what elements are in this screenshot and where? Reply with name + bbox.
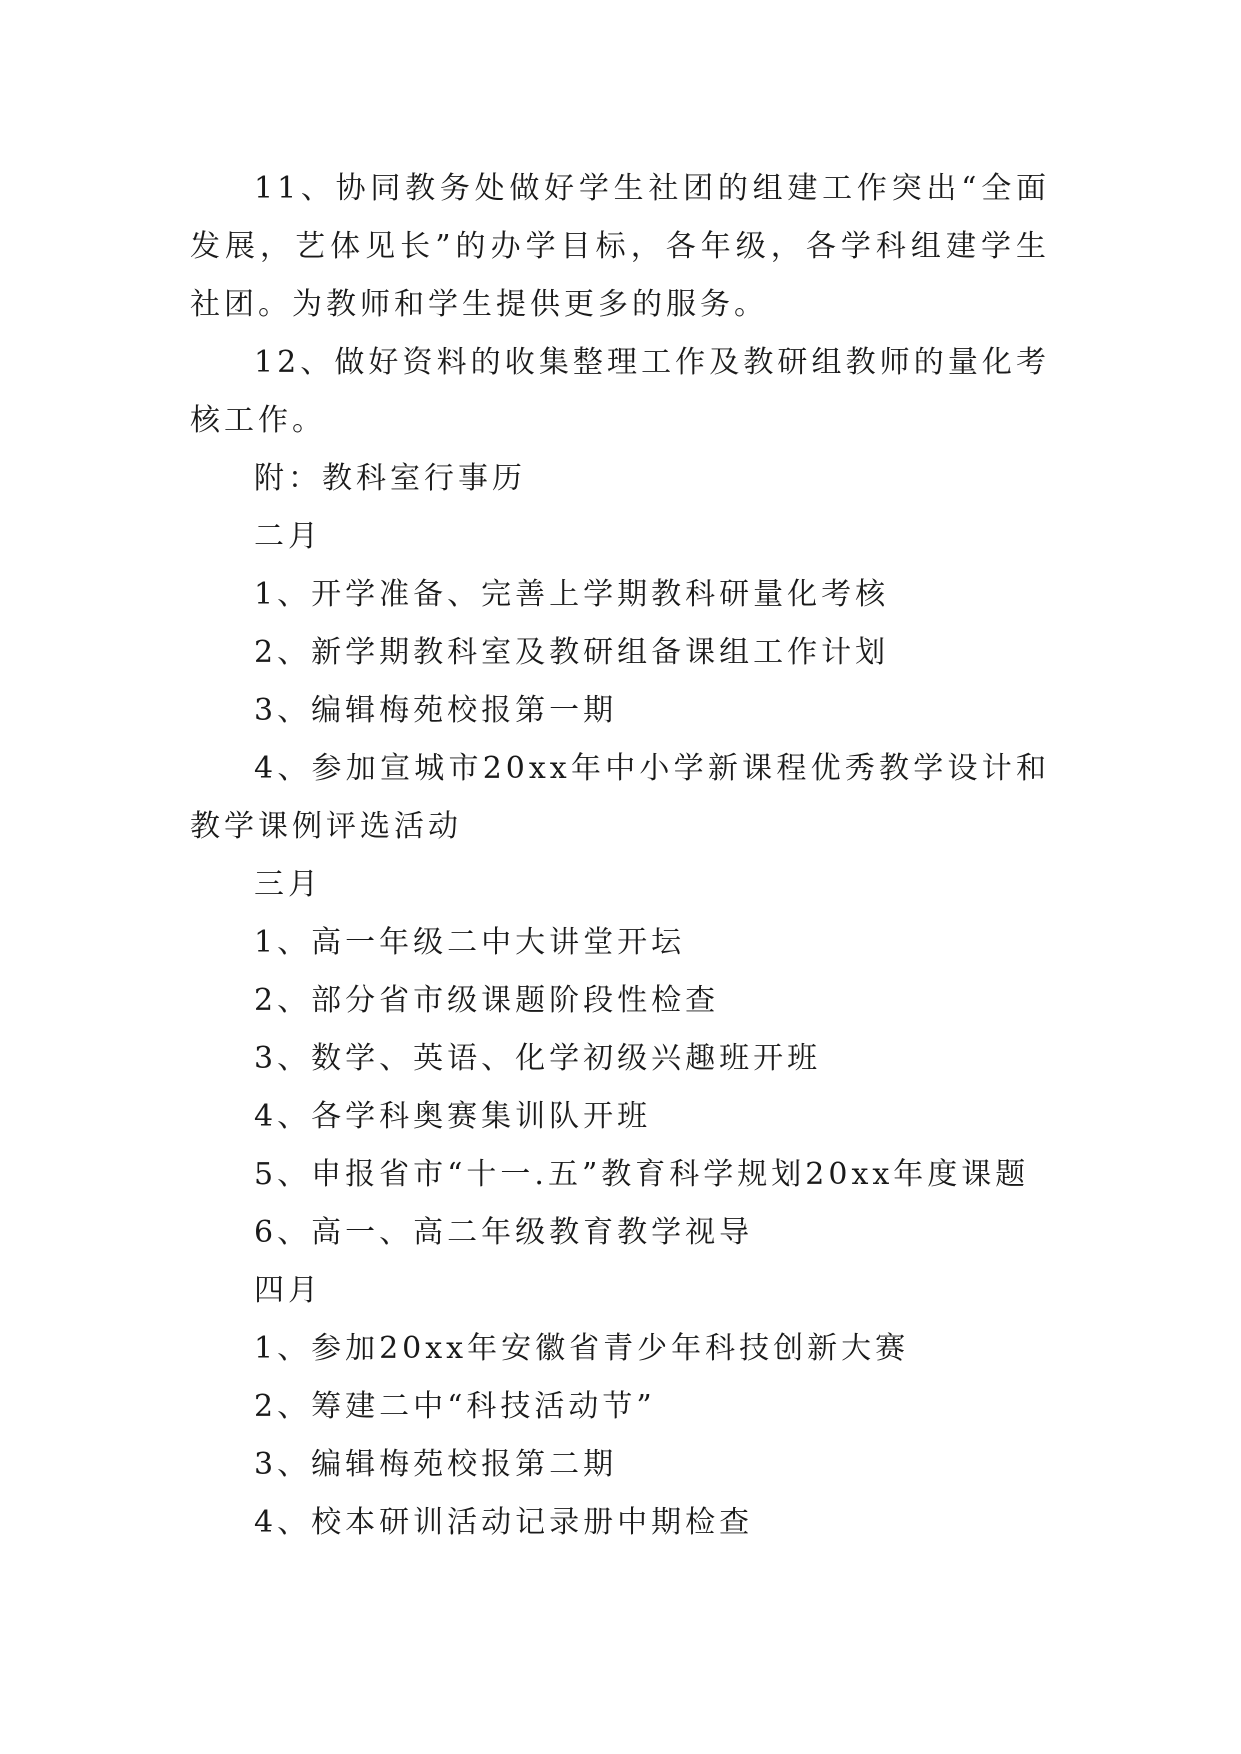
list-item: 4、参加宣城市20xx年中小学新课程优秀教学设计和教学课例评选活动 (190, 751, 1050, 844)
paragraph-item-12: 12、做好资料的收集整理工作及教研组教师的量化考核工作。 (190, 345, 1050, 438)
month-heading-april: 四月 (254, 1273, 322, 1308)
document-body (190, 160, 1050, 1552)
paragraph-item-11: 11、协同教务处做好学生社团的组建工作突出“全面发展，艺体见长”的办学目标，各年级，各学科组建学生社团。为教师和学生提供更多的服务。 (190, 171, 1050, 322)
list-item: 5、申报省市“十一.五”教育科学规划20xx年度课题 (254, 1157, 1030, 1192)
list-item: 4、各学科奥赛集训队开班 (254, 1099, 652, 1134)
list-item: 4、校本研训活动记录册中期检查 (254, 1505, 754, 1540)
month-heading-february: 二月 (254, 519, 322, 554)
list-item: 1、开学准备、完善上学期教科研量化考核 (254, 577, 890, 612)
month-heading-march: 三月 (254, 867, 322, 902)
list-item: 3、数学、英语、化学初级兴趣班开班 (254, 1041, 822, 1076)
list-item: 2、筹建二中“科技活动节” (254, 1389, 656, 1424)
appendix-heading: 附：教科室行事历 (254, 461, 526, 496)
list-item: 3、编辑梅苑校报第一期 (254, 693, 618, 728)
list-item: 3、编辑梅苑校报第二期 (254, 1447, 618, 1482)
list-item: 6、高一、高二年级教育教学视导 (254, 1215, 754, 1250)
list-item: 2、部分省市级课题阶段性检查 (254, 983, 720, 1018)
list-item: 1、高一年级二中大讲堂开坛 (254, 925, 686, 960)
list-item: 1、参加20xx年安徽省青少年科技创新大赛 (254, 1331, 910, 1366)
list-item: 2、新学期教科室及教研组备课组工作计划 (254, 635, 890, 670)
